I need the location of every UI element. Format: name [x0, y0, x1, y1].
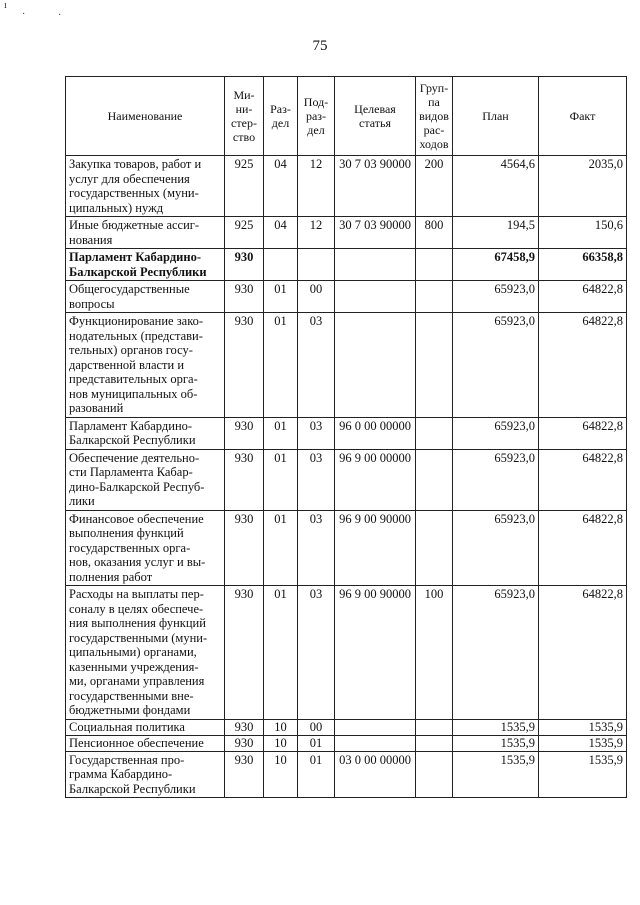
header-plan: План: [453, 77, 539, 156]
cell-target: 30 7 03 90000: [335, 217, 416, 249]
scan-mark: ı: [4, 0, 7, 11]
cell-ministry: 930: [225, 281, 264, 313]
cell-target: 96 9 00 00000: [335, 449, 416, 510]
cell-plan: 65923,0: [453, 417, 539, 449]
cell-fact: 64822,8: [539, 449, 627, 510]
cell-plan: 65923,0: [453, 510, 539, 586]
cell-ministry: 925: [225, 156, 264, 217]
cell-target: 03 0 00 00000: [335, 751, 416, 798]
table-body: [66, 156, 627, 798]
cell-section: 10: [264, 735, 298, 751]
cell-subsection: 03: [298, 417, 335, 449]
cell-plan: 1535,9: [453, 719, 539, 735]
cell-section: 01: [264, 313, 298, 418]
cell-fact: 1535,9: [539, 751, 627, 798]
cell-expense-group: [416, 510, 453, 586]
header-target: Целевая статья: [335, 77, 416, 156]
cell-name: Расходы на выплаты пер- соналу в целях обеспече- ния выполнения функций государственными (муни- ципальными) органами, казенными учреждения- ми, органами управления государственными вне- бюджетными фондами: [66, 586, 225, 720]
cell-fact: 150,6: [539, 217, 627, 249]
table-row: [66, 249, 627, 281]
cell-expense-group: [416, 249, 453, 281]
cell-fact: 1535,9: [539, 719, 627, 735]
cell-subsection: 00: [298, 281, 335, 313]
cell-name: Иные бюджетные ассиг- нования: [66, 217, 225, 249]
cell-target: 30 7 03 90000: [335, 156, 416, 217]
cell-ministry: 930: [225, 313, 264, 418]
cell-fact: 64822,8: [539, 510, 627, 586]
cell-expense-group: [416, 417, 453, 449]
cell-name: Финансовое обеспечение выполнения функций государственных орга- нов, оказания услуг и вы- полнения работ: [66, 510, 225, 586]
cell-name: Парламент Кабардино- Балкарской Республики: [66, 417, 225, 449]
cell-subsection: 03: [298, 449, 335, 510]
cell-plan: 194,5: [453, 217, 539, 249]
cell-ministry: 930: [225, 417, 264, 449]
cell-ministry: 930: [225, 449, 264, 510]
cell-ministry: 930: [225, 751, 264, 798]
cell-section: [264, 249, 298, 281]
cell-subsection: 03: [298, 510, 335, 586]
cell-fact: 64822,8: [539, 417, 627, 449]
table-row: [66, 510, 627, 586]
header-subsection: Под- раз- дел: [298, 77, 335, 156]
cell-subsection: 00: [298, 719, 335, 735]
cell-plan: 67458,9: [453, 249, 539, 281]
scan-mark: ·: [58, 10, 62, 21]
cell-target: [335, 249, 416, 281]
cell-plan: 65923,0: [453, 313, 539, 418]
table-row: [66, 281, 627, 313]
cell-expense-group: [416, 751, 453, 798]
cell-name: Закупка товаров, работ и услуг для обеспечения государственных (муни- ципальных) нужд: [66, 156, 225, 217]
table-row: [66, 217, 627, 249]
cell-subsection: 03: [298, 586, 335, 720]
cell-target: [335, 313, 416, 418]
cell-expense-group: [416, 313, 453, 418]
cell-subsection: 12: [298, 156, 335, 217]
cell-section: 01: [264, 586, 298, 720]
cell-section: 10: [264, 751, 298, 798]
cell-expense-group: [416, 449, 453, 510]
cell-expense-group: 100: [416, 586, 453, 720]
cell-plan: 4564,6: [453, 156, 539, 217]
cell-section: 10: [264, 719, 298, 735]
cell-fact: 64822,8: [539, 313, 627, 418]
cell-name: Обеспечение деятельно- сти Парламента Кабар- дино-Балкарской Респуб- лики: [66, 449, 225, 510]
table-row: [66, 751, 627, 798]
table-header-row: [66, 77, 627, 156]
table-row: [66, 417, 627, 449]
cell-target: 96 9 00 90000: [335, 510, 416, 586]
cell-name: Пенсионное обеспечение: [66, 735, 225, 751]
cell-section: 01: [264, 510, 298, 586]
cell-subsection: 03: [298, 313, 335, 418]
cell-plan: 1535,9: [453, 735, 539, 751]
cell-section: 04: [264, 217, 298, 249]
cell-fact: 2035,0: [539, 156, 627, 217]
cell-plan: 65923,0: [453, 449, 539, 510]
cell-fact: 64822,8: [539, 281, 627, 313]
cell-section: 01: [264, 417, 298, 449]
cell-plan: 1535,9: [453, 751, 539, 798]
scan-mark: ·: [22, 9, 26, 20]
cell-ministry: 930: [225, 510, 264, 586]
cell-ministry: 930: [225, 719, 264, 735]
page-number: 75: [312, 38, 328, 54]
budget-table: [65, 76, 627, 798]
cell-name: Парламент Кабардино- Балкарской Республики: [66, 249, 225, 281]
cell-ministry: 930: [225, 735, 264, 751]
cell-ministry: 930: [225, 249, 264, 281]
cell-ministry: 925: [225, 217, 264, 249]
cell-fact: 66358,8: [539, 249, 627, 281]
cell-subsection: 01: [298, 751, 335, 798]
cell-ministry: 930: [225, 586, 264, 720]
table-row: [66, 719, 627, 735]
cell-subsection: [298, 249, 335, 281]
cell-subsection: 01: [298, 735, 335, 751]
table-row: [66, 735, 627, 751]
header-section: Раз- дел: [264, 77, 298, 156]
table-row: [66, 313, 627, 418]
cell-fact: 1535,9: [539, 735, 627, 751]
cell-name: Функционирование зако- нодательных (представи- тельных) органов госу- дарственной власти и представительных орга- нов муниципальных об- разований: [66, 313, 225, 418]
cell-target: [335, 719, 416, 735]
cell-expense-group: 800: [416, 217, 453, 249]
header-expense-group: Груп- па видов рас- ходов: [416, 77, 453, 156]
cell-name: Общегосударственные вопросы: [66, 281, 225, 313]
cell-expense-group: [416, 735, 453, 751]
cell-expense-group: 200: [416, 156, 453, 217]
cell-plan: 65923,0: [453, 281, 539, 313]
table-row: [66, 156, 627, 217]
cell-subsection: 12: [298, 217, 335, 249]
cell-fact: 64822,8: [539, 586, 627, 720]
cell-section: 01: [264, 449, 298, 510]
cell-section: 01: [264, 281, 298, 313]
table-row: [66, 586, 627, 720]
cell-target: 96 0 00 00000: [335, 417, 416, 449]
cell-target: [335, 281, 416, 313]
header-ministry: Ми- ни- стер- ство: [225, 77, 264, 156]
cell-expense-group: [416, 719, 453, 735]
cell-target: 96 9 00 90000: [335, 586, 416, 720]
cell-name: Социальная политика: [66, 719, 225, 735]
cell-name: Государственная про- грамма Кабардино- Балкарской Республики: [66, 751, 225, 798]
table-row: [66, 449, 627, 510]
cell-section: 04: [264, 156, 298, 217]
header-name: Наименование: [66, 77, 225, 156]
cell-target: [335, 735, 416, 751]
cell-plan: 65923,0: [453, 586, 539, 720]
cell-expense-group: [416, 281, 453, 313]
header-fact: Факт: [539, 77, 627, 156]
